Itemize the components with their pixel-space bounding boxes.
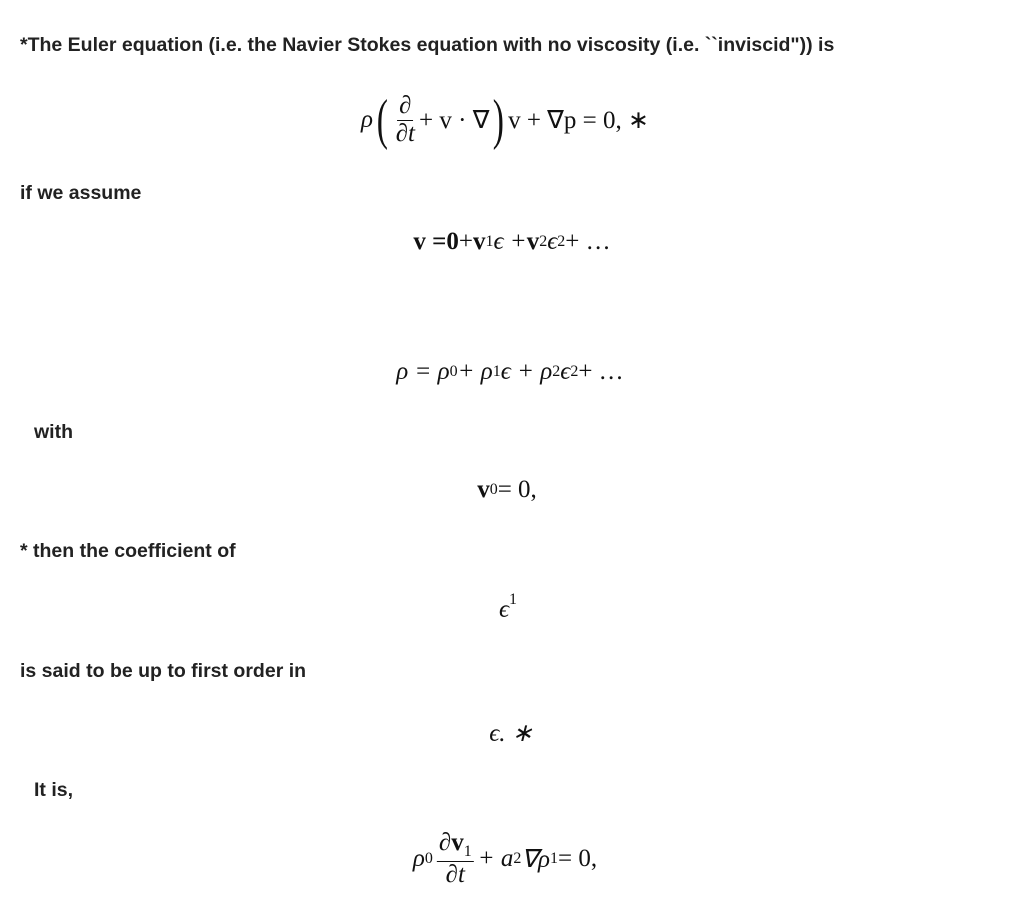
euler-rest: v + ∇p = 0, ∗ (508, 107, 649, 134)
intro-text: *The Euler equation (i.e. the Navier Stokes equation with no viscosity (i.e. ``inviscid")) is (20, 34, 835, 56)
math-token: ∂t (445, 860, 465, 888)
math-token: ϵ + ρ (500, 358, 553, 385)
dv1-dt-fraction (437, 830, 474, 888)
math-token: v (477, 476, 490, 503)
then-text: * then the coefficient of (20, 540, 236, 562)
epsilon-order (489, 718, 533, 748)
velocity-expansion (413, 228, 610, 256)
math-token: 1 (550, 850, 559, 868)
math-token: + … (578, 358, 624, 385)
math-token: 0 (449, 363, 458, 380)
math-token: + … (565, 228, 611, 255)
math-token: ϵ (498, 596, 510, 623)
math-token: v = (413, 228, 447, 255)
math-token: 0 (446, 228, 459, 255)
math-token: ρ (412, 845, 425, 873)
math-token: 0 (424, 850, 433, 868)
math-token: 1 (463, 843, 472, 860)
math-token: ϵ. ∗ (489, 720, 533, 747)
math-token: v (451, 829, 464, 856)
math-token: + ρ (457, 358, 493, 385)
math-token: 2 (557, 233, 566, 250)
math-token: + (458, 228, 473, 255)
math-token: 1 (509, 591, 518, 608)
math-token: 2 (513, 850, 522, 868)
math-token: 2 (570, 363, 579, 380)
math-token: v (472, 228, 486, 255)
assume-text: if we assume (20, 182, 142, 204)
math-token: 0 (489, 481, 498, 498)
linearized-momentum-equation (413, 830, 597, 888)
math-token: 1 (492, 363, 501, 380)
math-token (437, 830, 474, 862)
math-token: v (526, 228, 540, 255)
math-token: 1 (485, 233, 494, 250)
density-expansion (396, 358, 623, 386)
rho: ρ (361, 106, 374, 133)
math-token: ϵ (560, 358, 571, 385)
itis-text: It is, (34, 779, 74, 801)
math-token: = 0, (558, 845, 598, 873)
with-text: with (34, 421, 73, 443)
advection-term: + v · ∇ (419, 107, 490, 134)
partial-t-fraction (396, 93, 415, 147)
math-token: ϵ (547, 228, 558, 255)
euler-equation (361, 89, 649, 151)
math-token: + a (477, 845, 514, 873)
math-token: 2 (539, 233, 548, 250)
v0-equation (477, 476, 537, 504)
math-token: ρ = ρ (396, 358, 450, 385)
math-token: ∂t (395, 119, 416, 147)
epsilon-power-one (498, 591, 518, 624)
right-paren: ) (493, 89, 505, 151)
math-token: ∇ρ (521, 846, 551, 874)
math-token: ϵ + (493, 228, 527, 255)
math-token: ∂ (399, 92, 412, 120)
math-token: = 0, (497, 476, 537, 503)
said-text: is said to be up to first order in (20, 660, 307, 682)
left-paren: ( (376, 89, 388, 151)
math-token: ∂ (438, 829, 452, 856)
math-token: 2 (552, 363, 561, 380)
